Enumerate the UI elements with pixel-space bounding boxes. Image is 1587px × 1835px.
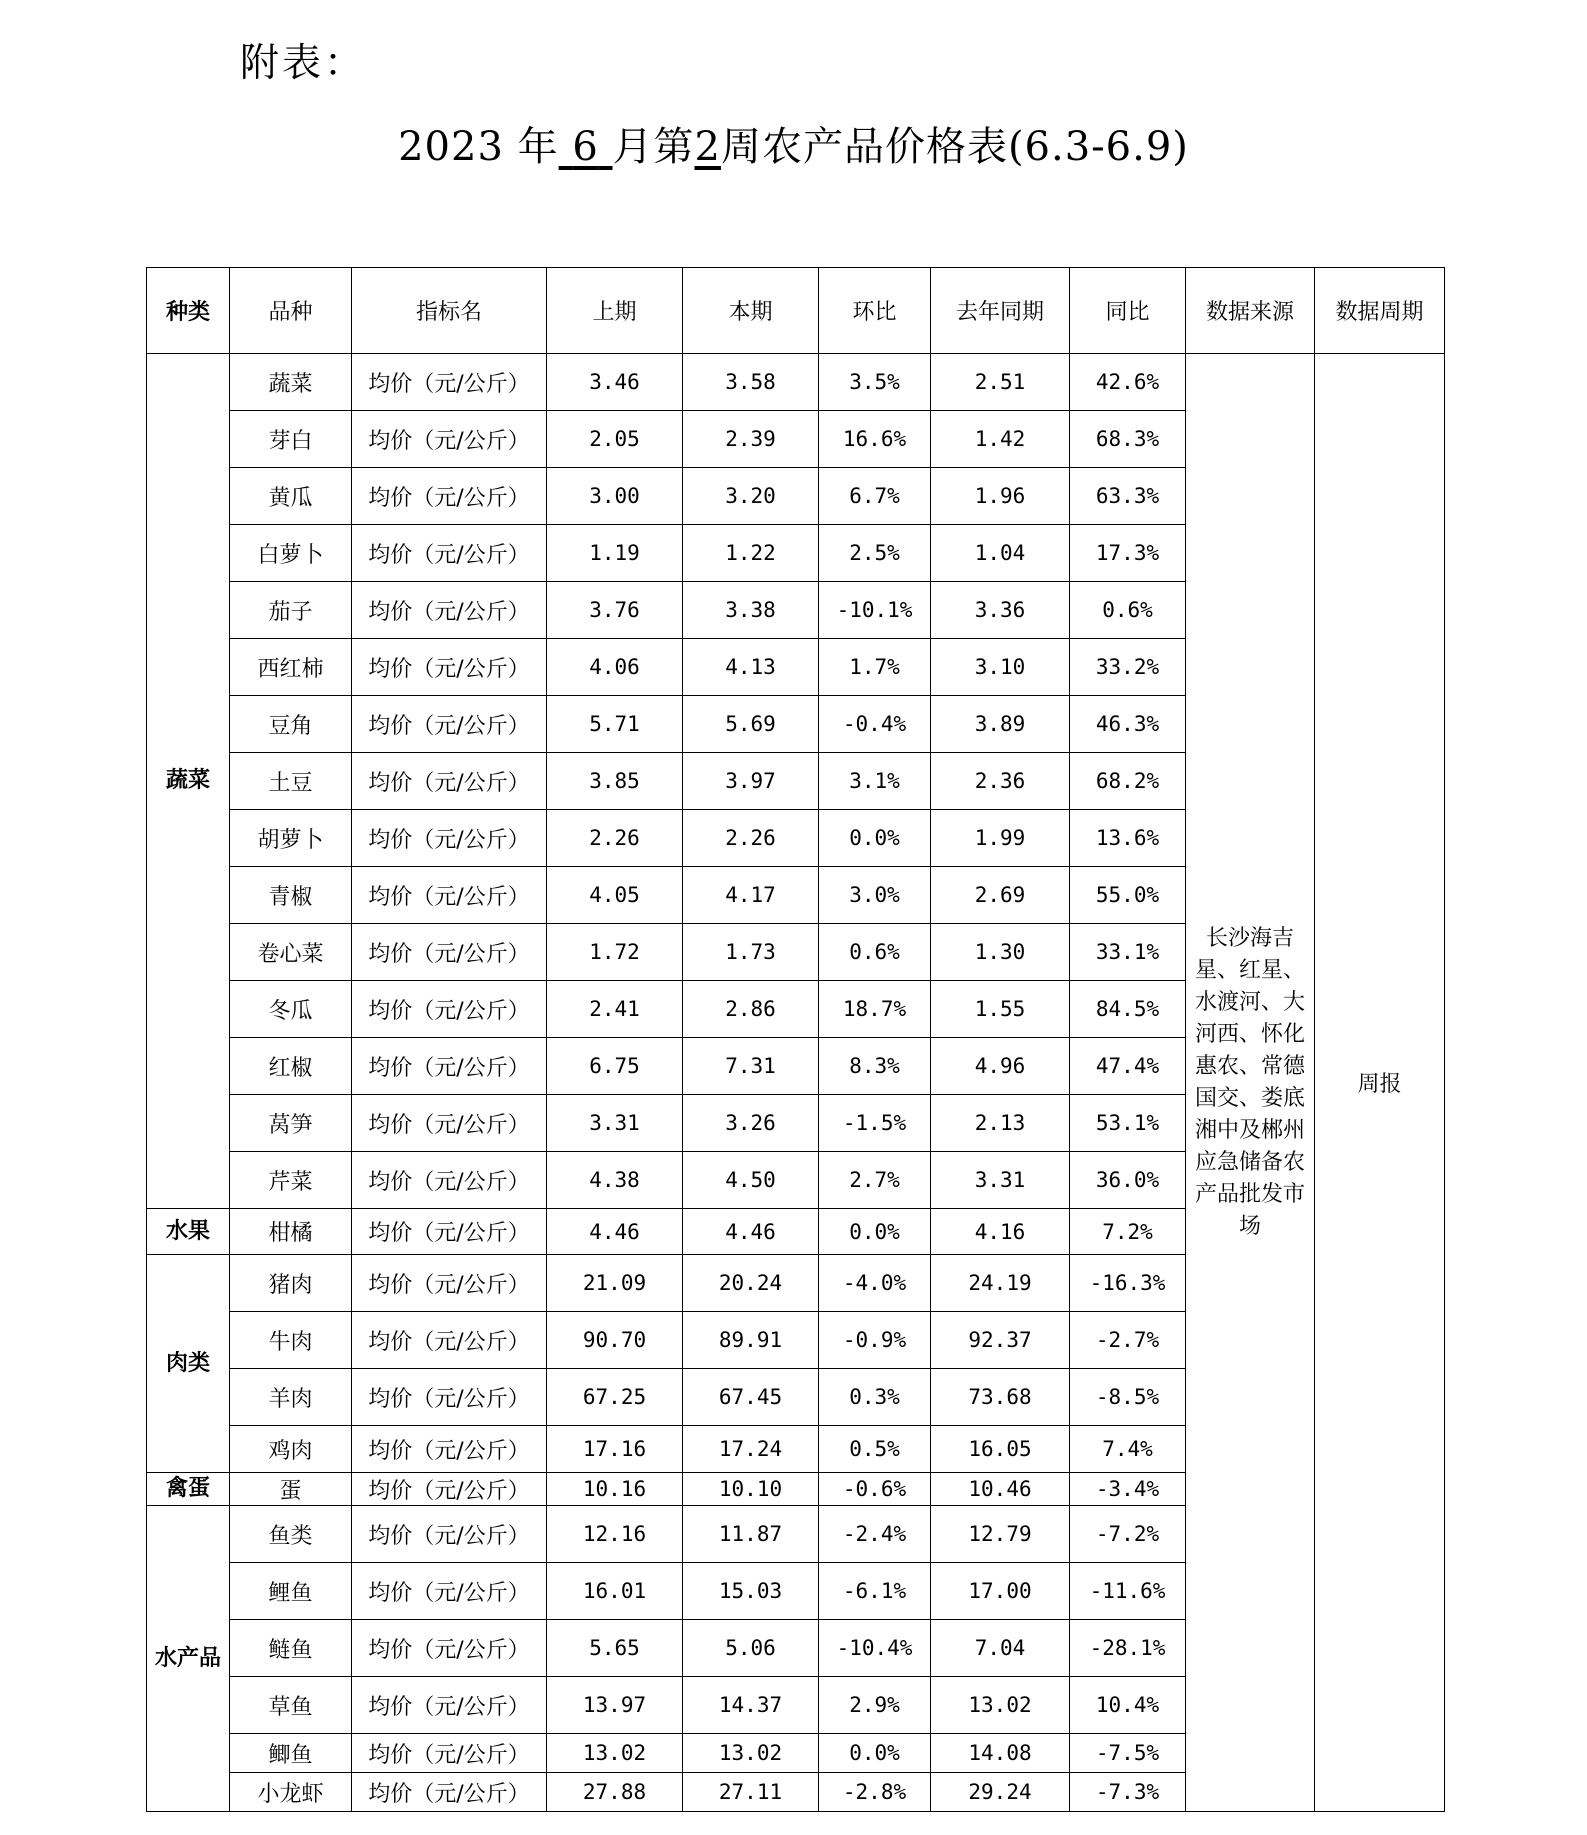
current-cell: 13.02 [683,1734,819,1773]
title-suffix: 周农产品价格表(6.3-6.9) [720,124,1189,170]
variety-cell: 羊肉 [230,1369,352,1426]
category-cell: 水产品 [147,1506,230,1812]
indicator-cell: 均价（元/公斤） [352,1038,547,1095]
indicator-cell: 均价（元/公斤） [352,1773,547,1812]
last-year-cell: 3.89 [931,696,1070,753]
yoy-cell: 68.2% [1070,753,1186,810]
mom-cell: 2.9% [819,1677,931,1734]
mom-cell: -0.4% [819,696,931,753]
last-year-cell: 1.99 [931,810,1070,867]
variety-cell: 猪肉 [230,1255,352,1312]
variety-cell: 西红柿 [230,639,352,696]
mom-cell: 2.7% [819,1152,931,1209]
variety-cell: 黄瓜 [230,468,352,525]
previous-cell: 2.26 [547,810,683,867]
previous-cell: 4.05 [547,867,683,924]
mom-cell: 1.7% [819,639,931,696]
previous-cell: 10.16 [547,1473,683,1506]
current-cell: 3.26 [683,1095,819,1152]
mom-cell: 3.1% [819,753,931,810]
yoy-cell: 53.1% [1070,1095,1186,1152]
title-mid: 月第 [612,124,695,170]
indicator-cell: 均价（元/公斤） [352,924,547,981]
last-year-cell: 4.96 [931,1038,1070,1095]
header-variety: 品种 [230,268,352,354]
yoy-cell: -28.1% [1070,1620,1186,1677]
current-cell: 10.10 [683,1473,819,1506]
indicator-cell: 均价（元/公斤） [352,1734,547,1773]
last-year-cell: 2.51 [931,354,1070,411]
category-cell: 水果 [147,1209,230,1255]
last-year-cell: 1.55 [931,981,1070,1038]
current-cell: 5.69 [683,696,819,753]
current-cell: 1.22 [683,525,819,582]
indicator-cell: 均价（元/公斤） [352,1620,547,1677]
yoy-cell: 0.6% [1070,582,1186,639]
current-cell: 4.17 [683,867,819,924]
indicator-cell: 均价（元/公斤） [352,696,547,753]
previous-cell: 1.19 [547,525,683,582]
previous-cell: 3.31 [547,1095,683,1152]
category-cell: 肉类 [147,1255,230,1473]
variety-cell: 莴笋 [230,1095,352,1152]
last-year-cell: 1.96 [931,468,1070,525]
last-year-cell: 2.36 [931,753,1070,810]
yoy-cell: 10.4% [1070,1677,1186,1734]
last-year-cell: 10.46 [931,1473,1070,1506]
previous-cell: 3.85 [547,753,683,810]
category-cell: 禽蛋 [147,1473,230,1506]
yoy-cell: 33.2% [1070,639,1186,696]
last-year-cell: 17.00 [931,1563,1070,1620]
period-cell: 周报 [1315,354,1445,1812]
indicator-cell: 均价（元/公斤） [352,1152,547,1209]
last-year-cell: 3.10 [931,639,1070,696]
last-year-cell: 92.37 [931,1312,1070,1369]
previous-cell: 4.06 [547,639,683,696]
previous-cell: 6.75 [547,1038,683,1095]
mom-cell: 3.0% [819,867,931,924]
page-title [0,115,1587,172]
yoy-cell: 42.6% [1070,354,1186,411]
previous-cell: 16.01 [547,1563,683,1620]
yoy-cell: 36.0% [1070,1152,1186,1209]
variety-cell: 茄子 [230,582,352,639]
current-cell: 14.37 [683,1677,819,1734]
last-year-cell: 2.13 [931,1095,1070,1152]
mom-cell: -10.1% [819,582,931,639]
header-current: 本期 [683,268,819,354]
last-year-cell: 1.42 [931,411,1070,468]
header-period: 数据周期 [1315,268,1445,354]
mom-cell: -2.4% [819,1506,931,1563]
header-category: 种类 [147,268,230,354]
mom-cell: 0.3% [819,1369,931,1426]
indicator-cell: 均价（元/公斤） [352,1095,547,1152]
variety-cell: 小龙虾 [230,1773,352,1812]
previous-cell: 2.05 [547,411,683,468]
yoy-cell: -7.5% [1070,1734,1186,1773]
title-month: 6 [572,124,599,170]
previous-cell: 1.72 [547,924,683,981]
table-row [147,354,1445,411]
header-source: 数据来源 [1186,268,1315,354]
last-year-cell: 29.24 [931,1773,1070,1812]
table-body [147,354,1445,1812]
header-last-year: 去年同期 [931,268,1070,354]
title-prefix: 2023 年 [398,124,559,170]
variety-cell: 鲤鱼 [230,1563,352,1620]
current-cell: 4.46 [683,1209,819,1255]
current-cell: 3.38 [683,582,819,639]
previous-cell: 3.76 [547,582,683,639]
category-cell: 蔬菜 [147,354,230,1209]
current-cell: 89.91 [683,1312,819,1369]
current-cell: 2.26 [683,810,819,867]
yoy-cell: -8.5% [1070,1369,1186,1426]
variety-cell: 鲫鱼 [230,1734,352,1773]
last-year-cell: 12.79 [931,1506,1070,1563]
mom-cell: 16.6% [819,411,931,468]
last-year-cell: 24.19 [931,1255,1070,1312]
variety-cell: 红椒 [230,1038,352,1095]
yoy-cell: -11.6% [1070,1563,1186,1620]
current-cell: 2.39 [683,411,819,468]
indicator-cell: 均价（元/公斤） [352,1312,547,1369]
indicator-cell: 均价（元/公斤） [352,810,547,867]
attachment-label: 附表： [240,41,367,86]
current-cell: 20.24 [683,1255,819,1312]
indicator-cell: 均价（元/公斤） [352,1473,547,1506]
price-table [146,267,1445,1812]
header-indicator: 指标名 [352,268,547,354]
mom-cell: 6.7% [819,468,931,525]
previous-cell: 3.00 [547,468,683,525]
current-cell: 4.50 [683,1152,819,1209]
last-year-cell: 14.08 [931,1734,1070,1773]
mom-cell: 18.7% [819,981,931,1038]
previous-cell: 90.70 [547,1312,683,1369]
yoy-cell: -7.2% [1070,1506,1186,1563]
indicator-cell: 均价（元/公斤） [352,1209,547,1255]
previous-cell: 21.09 [547,1255,683,1312]
current-cell: 7.31 [683,1038,819,1095]
variety-cell: 土豆 [230,753,352,810]
current-cell: 3.58 [683,354,819,411]
variety-cell: 冬瓜 [230,981,352,1038]
mom-cell: 0.0% [819,810,931,867]
last-year-cell: 73.68 [931,1369,1070,1426]
previous-cell: 4.46 [547,1209,683,1255]
previous-cell: 67.25 [547,1369,683,1426]
current-cell: 2.86 [683,981,819,1038]
current-cell: 11.87 [683,1506,819,1563]
header-yoy: 同比 [1070,268,1186,354]
previous-cell: 3.46 [547,354,683,411]
previous-cell: 2.41 [547,981,683,1038]
indicator-cell: 均价（元/公斤） [352,867,547,924]
variety-cell: 白萝卜 [230,525,352,582]
title-week: 2 [694,124,721,170]
previous-cell: 27.88 [547,1773,683,1812]
variety-cell: 草鱼 [230,1677,352,1734]
last-year-cell: 4.16 [931,1209,1070,1255]
current-cell: 1.73 [683,924,819,981]
source-cell: 长沙海吉星、红星、水渡河、大河西、怀化惠农、常德国交、娄底湘中及郴州应急储备农产品批发市场 [1186,354,1315,1812]
indicator-cell: 均价（元/公斤） [352,753,547,810]
previous-cell: 17.16 [547,1426,683,1473]
previous-cell: 5.65 [547,1620,683,1677]
indicator-cell: 均价（元/公斤） [352,1255,547,1312]
mom-cell: -4.0% [819,1255,931,1312]
mom-cell: -0.6% [819,1473,931,1506]
variety-cell: 牛肉 [230,1312,352,1369]
last-year-cell: 7.04 [931,1620,1070,1677]
indicator-cell: 均价（元/公斤） [352,639,547,696]
yoy-cell: 47.4% [1070,1038,1186,1095]
previous-cell: 13.02 [547,1734,683,1773]
yoy-cell: 17.3% [1070,525,1186,582]
current-cell: 4.13 [683,639,819,696]
indicator-cell: 均价（元/公斤） [352,1563,547,1620]
variety-cell: 胡萝卜 [230,810,352,867]
last-year-cell: 1.30 [931,924,1070,981]
last-year-cell: 16.05 [931,1426,1070,1473]
variety-cell: 蔬菜 [230,354,352,411]
indicator-cell: 均价（元/公斤） [352,525,547,582]
current-cell: 17.24 [683,1426,819,1473]
last-year-cell: 13.02 [931,1677,1070,1734]
header-mom: 环比 [819,268,931,354]
current-cell: 3.97 [683,753,819,810]
last-year-cell: 3.36 [931,582,1070,639]
yoy-cell: 84.5% [1070,981,1186,1038]
last-year-cell: 3.31 [931,1152,1070,1209]
yoy-cell: 7.2% [1070,1209,1186,1255]
variety-cell: 鸡肉 [230,1426,352,1473]
mom-cell: 0.6% [819,924,931,981]
indicator-cell: 均价（元/公斤） [352,411,547,468]
indicator-cell: 均价（元/公斤） [352,582,547,639]
variety-cell: 蛋 [230,1473,352,1506]
mom-cell: 8.3% [819,1038,931,1095]
header-row [147,268,1445,354]
variety-cell: 鱼类 [230,1506,352,1563]
current-cell: 3.20 [683,468,819,525]
mom-cell: 0.0% [819,1209,931,1255]
variety-cell: 豆角 [230,696,352,753]
current-cell: 15.03 [683,1563,819,1620]
yoy-cell: 63.3% [1070,468,1186,525]
previous-cell: 13.97 [547,1677,683,1734]
last-year-cell: 1.04 [931,525,1070,582]
mom-cell: -10.4% [819,1620,931,1677]
yoy-cell: 7.4% [1070,1426,1186,1473]
variety-cell: 鲢鱼 [230,1620,352,1677]
indicator-cell: 均价（元/公斤） [352,1369,547,1426]
variety-cell: 芹菜 [230,1152,352,1209]
mom-cell: -2.8% [819,1773,931,1812]
indicator-cell: 均价（元/公斤） [352,354,547,411]
yoy-cell: 33.1% [1070,924,1186,981]
indicator-cell: 均价（元/公斤） [352,1426,547,1473]
mom-cell: 0.5% [819,1426,931,1473]
yoy-cell: -3.4% [1070,1473,1186,1506]
previous-cell: 4.38 [547,1152,683,1209]
current-cell: 67.45 [683,1369,819,1426]
mom-cell: -6.1% [819,1563,931,1620]
yoy-cell: -16.3% [1070,1255,1186,1312]
yoy-cell: 55.0% [1070,867,1186,924]
last-year-cell: 2.69 [931,867,1070,924]
current-cell: 5.06 [683,1620,819,1677]
indicator-cell: 均价（元/公斤） [352,468,547,525]
previous-cell: 5.71 [547,696,683,753]
header-previous: 上期 [547,268,683,354]
current-cell: 27.11 [683,1773,819,1812]
mom-cell: 2.5% [819,525,931,582]
yoy-cell: 46.3% [1070,696,1186,753]
indicator-cell: 均价（元/公斤） [352,981,547,1038]
yoy-cell: -7.3% [1070,1773,1186,1812]
variety-cell: 柑橘 [230,1209,352,1255]
mom-cell: -0.9% [819,1312,931,1369]
mom-cell: 0.0% [819,1734,931,1773]
yoy-cell: 68.3% [1070,411,1186,468]
variety-cell: 卷心菜 [230,924,352,981]
previous-cell: 12.16 [547,1506,683,1563]
yoy-cell: 13.6% [1070,810,1186,867]
mom-cell: 3.5% [819,354,931,411]
indicator-cell: 均价（元/公斤） [352,1677,547,1734]
variety-cell: 青椒 [230,867,352,924]
variety-cell: 芽白 [230,411,352,468]
mom-cell: -1.5% [819,1095,931,1152]
indicator-cell: 均价（元/公斤） [352,1506,547,1563]
yoy-cell: -2.7% [1070,1312,1186,1369]
